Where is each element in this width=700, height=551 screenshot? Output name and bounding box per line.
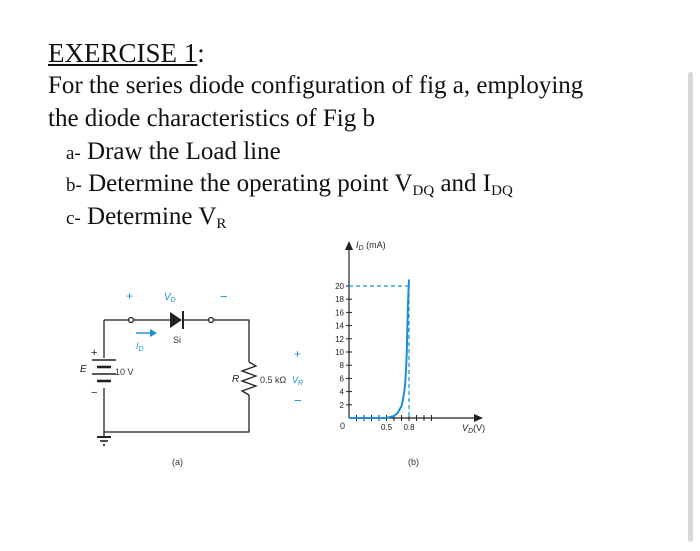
diode-voltage-label: $V_D$ bbox=[164, 292, 176, 304]
y-axis-arrow bbox=[345, 241, 353, 250]
resistor-label: R bbox=[232, 374, 240, 385]
source-value: 10 V bbox=[115, 367, 134, 377]
vr-label: $V_R$ bbox=[292, 375, 304, 387]
x-tick-label: 0.8 bbox=[403, 423, 415, 432]
y-tick-label: 10 bbox=[335, 348, 344, 357]
vr-plus: + bbox=[294, 347, 302, 361]
resistor-value: 0.5 kΩ bbox=[260, 375, 287, 385]
diode-minus: − bbox=[220, 289, 228, 304]
source-plus: + bbox=[91, 347, 98, 359]
item-b-text: Determine the operating point V bbox=[88, 170, 413, 197]
x-tick-label: 0.5 bbox=[380, 423, 393, 432]
y-tick-label: 16 bbox=[335, 308, 344, 318]
item-a-marker: a- bbox=[66, 143, 81, 164]
item-c-sub1: R bbox=[216, 216, 227, 232]
x-axis-label: $V_D(V)$ bbox=[462, 423, 486, 435]
source-minus: − bbox=[91, 387, 98, 399]
item-c-text: Determine V bbox=[87, 203, 217, 230]
intro-line-2: the diode characteristics of Fig b bbox=[48, 105, 375, 132]
intro-line-1: For the series diode configuration of fig a, employing bbox=[48, 72, 584, 99]
y-tick-label: 2 bbox=[339, 400, 344, 410]
y-tick-label: 4 bbox=[339, 387, 344, 397]
exercise-title-text: EXERCISE 1 bbox=[48, 38, 198, 68]
current-label: $I_D$ bbox=[136, 341, 144, 353]
y-tick-label: 14 bbox=[335, 321, 344, 331]
chart-caption: (b) bbox=[408, 457, 419, 467]
circuit-caption: (a) bbox=[172, 457, 183, 467]
item-b-sub2: DQ bbox=[491, 183, 513, 199]
vr-minus: − bbox=[294, 393, 302, 408]
diode-curve bbox=[349, 279, 409, 418]
origin-label: 0 bbox=[340, 421, 346, 431]
y-tick-label: 6 bbox=[339, 374, 344, 384]
item-b-marker: b- bbox=[66, 175, 82, 196]
diode-plus: + bbox=[126, 289, 134, 303]
item-c-marker: c- bbox=[66, 208, 81, 229]
diode-type: Si bbox=[173, 335, 182, 345]
x-axis-arrow bbox=[474, 414, 483, 422]
y-tick-label: 12 bbox=[335, 334, 344, 344]
exercise-title-colon: : bbox=[197, 38, 205, 68]
item-b-sub1: DQ bbox=[412, 183, 435, 199]
y-tick-label: 20 bbox=[335, 282, 344, 291]
source-label: E bbox=[80, 364, 87, 375]
item-a-text: Draw the Load line bbox=[87, 138, 281, 165]
y-tick-label: 8 bbox=[339, 361, 344, 371]
item-b-mid: and I bbox=[434, 170, 492, 197]
y-axis-label: $I_D$ (mA) bbox=[356, 240, 386, 252]
y-tick-label: 18 bbox=[335, 295, 344, 305]
